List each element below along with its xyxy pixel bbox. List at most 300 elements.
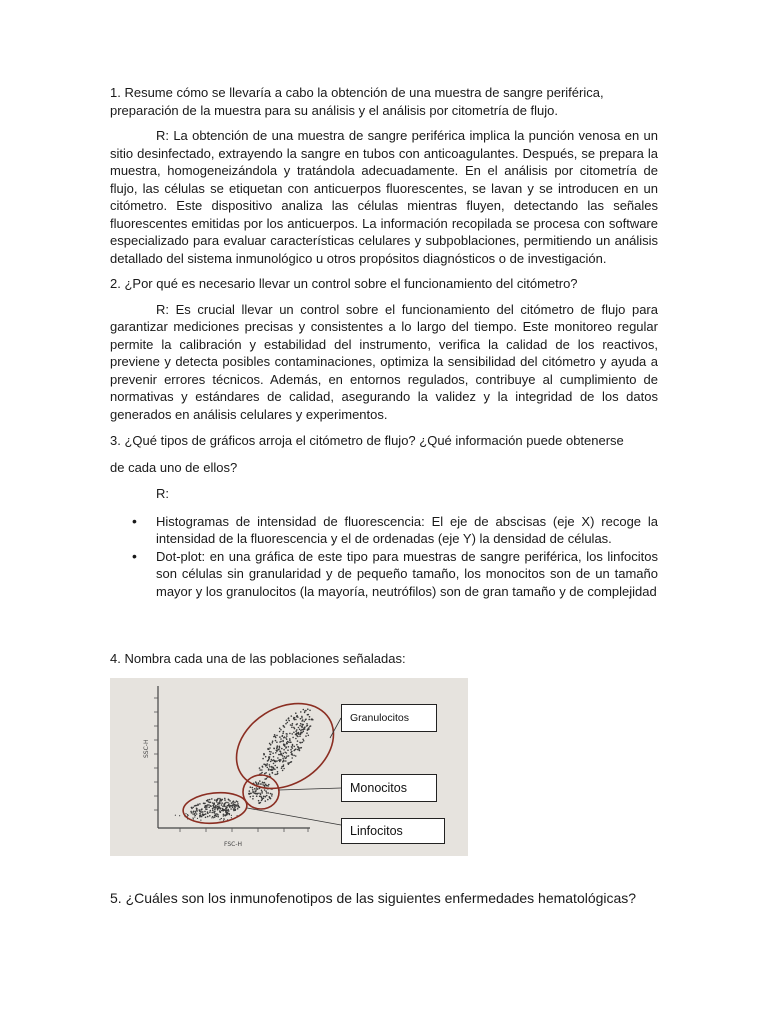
cell-dot: [199, 815, 200, 816]
cell-dot: [262, 782, 264, 784]
cell-dot: [269, 747, 271, 749]
cell-dot: [264, 796, 266, 798]
list-item-histogram: • Histogramas de intensidad de fluorescencia: El eje de abscisas (eje X) recoge la intensidad de la fluorescencia y el de ordenadas (eje Y) la densidad de células.: [110, 513, 658, 548]
cell-dot: [217, 798, 219, 800]
cell-dot: [250, 786, 252, 788]
question-2: 2. ¿Por qué es necesario llevar un control sobre el funcionamiento del citómetro?: [110, 276, 578, 291]
cell-dot: [279, 736, 281, 738]
cell-dot: [212, 802, 214, 804]
question-5: 5. ¿Cuáles son los inmunofenotipos de las siguientes enfermedades hematológicas?: [110, 890, 637, 906]
cell-dot: [285, 723, 287, 725]
cell-dot: [237, 808, 239, 810]
cell-dot: [270, 798, 272, 800]
cell-dot: [304, 712, 306, 714]
cell-dot: [211, 812, 213, 814]
cell-dot: [223, 815, 225, 817]
cell-dot: [205, 805, 207, 807]
cell-dot: [292, 723, 294, 725]
cell-dot: [220, 808, 222, 810]
cell-dot: [221, 804, 223, 806]
cell-dot: [231, 802, 233, 804]
cell-dot: [282, 770, 284, 772]
cell-dot: [217, 815, 218, 816]
cell-dot: [209, 799, 211, 801]
cell-dot: [203, 814, 205, 816]
cell-dot: [214, 815, 216, 817]
cell-dot: [204, 803, 206, 805]
cell-dot: [307, 725, 309, 727]
cell-dot: [300, 742, 302, 744]
cell-dot: [281, 748, 283, 750]
cell-dot: [302, 724, 304, 726]
cell-dot: [303, 721, 305, 723]
cell-dot: [306, 732, 308, 734]
cell-dot: [216, 813, 217, 814]
cell-dot: [192, 807, 194, 809]
cell-dot: [296, 735, 298, 737]
cell-dot: [219, 810, 221, 812]
answer-1: R: La obtención de una muestra de sangre periférica implica la punción venosa en un sitio desinfectado, extrayendo la sangre en tubos con anticoagulantes. Después, se prepara la muestra, homogeneizándola y tratándola adecuadamente. En el análisis por citometría de flujo, las células se etiquetan con anticuerpos fluorescentes, se lavan y se introducen en un citómetro. Este dispositivo analiza las células mientras fluyen, detectando las señales fluorescentes emitidas por los anticuerpos. La información recopilada se procesa con software especializado para evaluar características celulares y subpoblaciones, permitiendo un análisis detallado del sistema inmunológico u otros propósitos diagnósticos o de investigación.: [110, 128, 658, 266]
cell-dot: [260, 796, 262, 798]
cell-dot: [270, 769, 272, 771]
cell-dot: [226, 815, 227, 816]
cell-dot: [268, 784, 270, 786]
cell-dot: [211, 817, 212, 818]
cell-dot: [276, 748, 278, 750]
cell-dot: [210, 802, 212, 804]
answer-2: R: Es crucial llevar un control sobre el funcionamiento del citómetro de flujo para garantizar mediciones precisas y consistentes a lo largo del tiempo. Este monitoreo regular permite la calibración y estabilidad del instrumento, verifica la calidad de los reactivos, previene y detecta posibles contaminaciones, optimiza la sensibilidad del citómetro y ayuda a prevenir errores técnicos. Además, en entornos regulados, contribuye al cumplimiento de normativas y estándares de calidad, asegurando la validez y la integridad de los datos generados en análisis celulares y experimentos.: [110, 301, 658, 422]
cell-dot: [259, 769, 261, 771]
cell-dot: [269, 743, 271, 745]
cell-dot: [252, 789, 254, 791]
cell-dot: [296, 715, 298, 717]
cell-dot: [274, 774, 276, 776]
cell-dot: [273, 767, 275, 769]
cell-dot: [311, 719, 313, 721]
cell-dot: [298, 727, 300, 729]
question-1: 1. Resume cómo se llevaría a cabo la obtención de una muestra de sangre periférica, preparación de la muestra para su análisis y el análisis por citometría de flujo.: [110, 85, 604, 118]
cell-dot: [217, 808, 219, 810]
cell-dot: [287, 741, 289, 743]
cell-dot: [209, 815, 211, 817]
cell-dot: [199, 803, 201, 805]
cell-dot: [292, 737, 294, 739]
cell-dot: [215, 805, 217, 807]
cell-dot: [193, 818, 194, 819]
cell-dot: [303, 731, 305, 733]
cell-dot: [221, 818, 222, 819]
cell-dot: [249, 793, 251, 795]
cell-dot: [282, 755, 284, 757]
cell-dot: [278, 754, 280, 756]
cell-dot: [238, 805, 240, 807]
cell-dot: [284, 745, 286, 747]
cell-dot: [228, 803, 230, 805]
monocitos-label: Monocitos: [341, 774, 437, 802]
cell-dot: [288, 763, 290, 765]
cell-dot: [294, 749, 296, 751]
cell-dot: [255, 793, 257, 795]
cell-dot: [290, 749, 292, 751]
cell-dot: [256, 782, 258, 784]
cell-dot: [288, 720, 290, 722]
cell-dot: [269, 751, 271, 753]
cell-dot: [283, 749, 285, 751]
monocitos-gate: [243, 775, 279, 809]
cell-dot: [282, 761, 284, 763]
cell-dot: [232, 801, 234, 803]
cell-dot: [264, 764, 266, 766]
cell-dot: [283, 753, 285, 755]
cell-dot: [286, 739, 288, 741]
cell-dot: [258, 800, 260, 802]
cell-dot: [207, 812, 208, 813]
cell-dot: [210, 810, 212, 812]
cell-dot: [261, 791, 263, 793]
cell-dot: [288, 755, 290, 757]
cell-dot: [272, 752, 274, 754]
linfocitos-label: Linfocitos: [341, 818, 445, 844]
cell-dot: [224, 815, 226, 817]
cell-dot: [224, 805, 226, 807]
cell-dot: [307, 708, 309, 710]
cell-dot: [301, 720, 303, 722]
cell-dot: [279, 728, 281, 730]
cell-dot: [280, 738, 282, 740]
cell-dot: [269, 764, 271, 766]
cell-dot: [179, 815, 180, 816]
cell-dot: [297, 740, 299, 742]
cell-dot: [299, 729, 301, 731]
cell-dot: [279, 741, 281, 743]
cell-dot: [250, 796, 252, 798]
cell-dot: [301, 726, 303, 728]
cell-dot: [299, 725, 301, 727]
cell-dot: [273, 748, 275, 750]
cell-dot: [194, 813, 196, 815]
cell-dot: [259, 793, 261, 795]
cell-dot: [217, 806, 219, 808]
cell-dot: [227, 809, 229, 811]
cell-dot: [282, 735, 284, 737]
cell-dot: [215, 807, 217, 809]
cell-dot: [279, 750, 281, 752]
cell-dot: [227, 805, 229, 807]
cell-dot: [218, 803, 220, 805]
cell-dot: [249, 790, 251, 792]
cell-dot: [272, 769, 274, 771]
cell-dot: [195, 811, 196, 812]
cell-dot: [212, 816, 214, 818]
cell-dot: [282, 740, 284, 742]
cell-dot: [285, 760, 287, 762]
cell-dot: [308, 735, 310, 737]
cell-dot: [302, 739, 304, 741]
cell-dot: [229, 814, 231, 816]
cell-dot: [271, 759, 273, 761]
cell-dot: [281, 767, 283, 769]
cell-dot: [301, 717, 303, 719]
cell-dot: [283, 768, 285, 770]
cell-dot: [271, 795, 273, 797]
cell-dot: [271, 767, 273, 769]
cell-dot: [265, 756, 267, 758]
cell-dot: [277, 745, 279, 747]
cell-dot: [268, 756, 270, 758]
cell-dot: [223, 814, 225, 816]
cell-dot: [272, 740, 274, 742]
cell-dot: [204, 811, 206, 813]
cell-dot: [309, 726, 311, 728]
cell-dot: [275, 740, 277, 742]
cell-dot: [228, 799, 230, 801]
cell-dot: [288, 718, 290, 720]
cell-dot: [197, 818, 198, 819]
cell-dots: [175, 708, 314, 821]
cell-dot: [216, 799, 218, 801]
cell-dot: [234, 808, 236, 810]
cell-dot: [270, 793, 272, 795]
cell-dot: [213, 806, 215, 808]
cell-dot: [309, 710, 311, 712]
cell-dot: [292, 744, 294, 746]
cell-dot: [275, 761, 277, 763]
cell-dot: [224, 819, 225, 820]
cell-dot: [222, 808, 224, 810]
question-3-line-2: de cada uno de ellos?: [110, 459, 238, 475]
cell-dot: [279, 760, 281, 762]
cell-dot: [213, 803, 215, 805]
cell-dot: [284, 756, 286, 758]
cell-dot: [260, 783, 262, 785]
cell-dot: [279, 731, 281, 733]
cell-dot: [285, 737, 287, 739]
cell-dot: [201, 816, 203, 818]
cell-dot: [303, 740, 305, 742]
cell-dot: [208, 807, 210, 809]
cell-dot: [263, 754, 265, 756]
cell-dot: [213, 817, 214, 818]
cell-dot: [298, 733, 300, 735]
cell-dot: [286, 720, 288, 722]
cell-dot: [270, 761, 272, 763]
cell-dot: [266, 792, 268, 794]
cell-dot: [272, 742, 274, 744]
graph-types-list: [110, 513, 658, 601]
cell-dot: [199, 813, 201, 815]
cell-dot: [227, 802, 229, 804]
cell-dot: [293, 718, 295, 720]
cell-dot: [312, 719, 314, 721]
cell-dot: [216, 801, 218, 803]
cell-dot: [275, 752, 277, 754]
cell-dot: [293, 732, 295, 734]
cell-dot: [206, 808, 208, 810]
cell-dot: [262, 766, 264, 768]
cell-dot: [282, 758, 284, 760]
cell-dot: [207, 804, 209, 806]
cell-dot: [295, 733, 297, 735]
cell-dot: [296, 732, 298, 734]
cell-dot: [305, 710, 307, 712]
cell-dot: [222, 806, 224, 808]
cell-dot: [252, 787, 254, 789]
cell-dot: [306, 723, 308, 725]
cell-dot: [305, 719, 307, 721]
cell-dot: [214, 810, 216, 812]
cell-dot: [212, 805, 214, 807]
cell-dot: [234, 807, 236, 809]
cell-dot: [209, 811, 211, 813]
cell-dot: [236, 804, 238, 806]
cell-dot: [234, 802, 236, 804]
cell-dot: [277, 771, 279, 773]
cell-dot: [266, 795, 268, 797]
cell-dot: [294, 746, 296, 748]
cell-dot: [220, 799, 222, 801]
cell-dot: [214, 809, 216, 811]
document-body: [110, 84, 658, 600]
cell-dot: [305, 735, 307, 737]
x-axis-label: FSC-H: [224, 841, 243, 848]
cell-dot: [175, 815, 176, 816]
cell-dot: [261, 783, 263, 785]
cell-dot: [274, 734, 276, 736]
cell-dot: [228, 810, 230, 812]
cell-dot: [254, 788, 256, 790]
cell-dot: [231, 817, 232, 818]
cell-dot: [197, 804, 199, 806]
cell-dot: [258, 782, 260, 784]
cell-dot: [221, 802, 223, 804]
cell-dot: [267, 760, 269, 762]
cell-dot: [256, 795, 258, 797]
question-4: 4. Nombra cada una de las poblaciones señaladas:: [110, 651, 406, 666]
cell-dot: [300, 711, 302, 713]
cell-dot: [297, 749, 299, 751]
cell-dot: [255, 789, 257, 791]
cell-dot: [261, 769, 263, 771]
cell-dot: [202, 811, 204, 813]
cell-dot: [218, 805, 220, 807]
cell-dot: [205, 806, 207, 808]
y-axis-ticks: [154, 698, 158, 810]
cell-dot: [201, 809, 203, 811]
cell-dot: [301, 747, 303, 749]
question-3-line-1: 3. ¿Qué tipos de gráficos arroja el citómetro de flujo? ¿Qué información puede obtenerse: [110, 433, 624, 448]
cell-dot: [235, 804, 237, 806]
cell-dot: [252, 798, 254, 800]
cell-dot: [191, 807, 193, 809]
cell-dot: [200, 820, 201, 821]
cell-dot: [263, 782, 265, 784]
cell-dot: [194, 816, 195, 817]
cell-dot: [281, 766, 283, 768]
cell-dot: [271, 793, 273, 795]
cell-dot: [261, 790, 263, 792]
cell-dot: [296, 724, 298, 726]
cell-dot: [289, 740, 291, 742]
cell-dot: [263, 796, 265, 798]
cell-dot: [301, 716, 303, 718]
cell-dot: [260, 773, 262, 775]
cell-dot: [224, 803, 226, 805]
cell-dot: [279, 746, 281, 748]
cell-dot: [263, 797, 265, 799]
cell-dot: [210, 805, 212, 807]
cell-dot: [280, 754, 282, 756]
cell-dot: [291, 746, 293, 748]
cell-dot: [284, 752, 286, 754]
cell-dot: [269, 754, 271, 756]
cell-dot: [185, 813, 186, 814]
cell-dot: [286, 733, 288, 735]
cell-dot: [202, 814, 204, 816]
cell-dot: [291, 761, 293, 763]
cell-dot: [290, 752, 292, 754]
cell-dot: [267, 785, 269, 787]
cell-dot: [276, 741, 278, 743]
cell-dot: [267, 749, 269, 751]
cell-dot: [262, 758, 264, 760]
cell-dot: [289, 733, 291, 735]
cell-dot: [279, 748, 281, 750]
cell-dot: [259, 767, 261, 769]
cell-dot: [195, 815, 196, 816]
cell-dot: [226, 807, 228, 809]
cell-dot: [207, 799, 209, 801]
cell-dot: [291, 753, 293, 755]
cell-dot: [286, 755, 288, 757]
cell-dot: [300, 733, 302, 735]
cell-dot: [269, 774, 271, 776]
cell-dot: [277, 757, 279, 759]
cell-dot: [212, 810, 214, 812]
cell-dot: [295, 712, 297, 714]
cell-dot: [268, 768, 270, 770]
cell-dot: [273, 759, 275, 761]
cell-dot: [295, 719, 297, 721]
cell-dot: [231, 815, 232, 816]
cell-dot: [193, 811, 195, 813]
cell-dot: [265, 790, 267, 792]
cell-dot: [303, 709, 305, 711]
cell-dot: [190, 811, 192, 813]
cell-dot: [291, 715, 293, 717]
cell-dot: [282, 733, 284, 735]
cell-dot: [195, 805, 197, 807]
cell-dot: [284, 736, 286, 738]
cell-dot: [288, 746, 290, 748]
cell-dot: [290, 741, 292, 743]
cell-dot: [224, 798, 226, 800]
cell-dot: [286, 735, 288, 737]
cell-dot: [267, 792, 269, 794]
cell-dot: [273, 756, 275, 758]
cell-dot: [297, 746, 299, 748]
cell-dot: [221, 810, 223, 812]
cell-dot: [217, 804, 219, 806]
cell-dot: [300, 723, 302, 725]
cell-dot: [280, 729, 282, 731]
cell-dot: [208, 804, 210, 806]
cell-dot: [206, 800, 208, 802]
granulocitos-label: Granulocitos: [341, 704, 437, 732]
cell-dot: [287, 749, 289, 751]
cell-dot: [257, 788, 259, 790]
cell-dot: [296, 744, 298, 746]
cell-dot: [269, 796, 271, 798]
